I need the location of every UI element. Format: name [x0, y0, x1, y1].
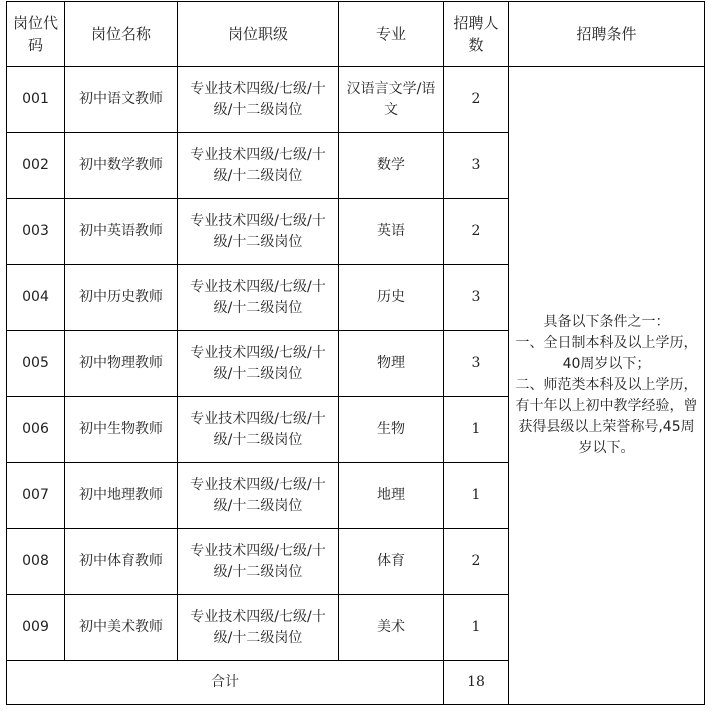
header-count: 招聘人数: [444, 2, 509, 67]
cell-code: 007: [7, 463, 65, 529]
cell-code: 001: [7, 67, 65, 133]
requirements-cell: [509, 67, 705, 705]
cell-name: 初中历史教师: [65, 265, 178, 331]
cell-major: 数学: [339, 133, 444, 199]
cell-major: 体育: [339, 529, 444, 595]
cell-major: 英语: [339, 199, 444, 265]
header-level: 岗位职级: [178, 2, 339, 67]
cell-count: 2: [444, 199, 509, 265]
cell-count: 3: [444, 265, 509, 331]
cell-major: 地理: [339, 463, 444, 529]
cell-name: 初中美术教师: [65, 595, 178, 661]
total-label: 合计: [7, 661, 444, 705]
recruitment-table: [6, 1, 705, 705]
cell-code: 002: [7, 133, 65, 199]
cell-count: 1: [444, 595, 509, 661]
cell-code: 005: [7, 331, 65, 397]
cell-name: 初中地理教师: [65, 463, 178, 529]
cell-count: 1: [444, 397, 509, 463]
cell-count: 1: [444, 463, 509, 529]
cell-major: 美术: [339, 595, 444, 661]
cell-name: 初中数学教师: [65, 133, 178, 199]
cell-name: 初中生物教师: [65, 397, 178, 463]
cell-name: 初中语文教师: [65, 67, 178, 133]
header-name: 岗位名称: [65, 2, 178, 67]
cell-major: 历史: [339, 265, 444, 331]
requirements-condition-2: 二、师范类本科及以上学历，有十年以上初中教学经验，曾获得县级以上荣誉称号,45周岁以下。: [515, 377, 698, 456]
cell-code: 003: [7, 199, 65, 265]
header-requirements: 招聘条件: [509, 2, 705, 67]
cell-code: 004: [7, 265, 65, 331]
cell-name: 初中物理教师: [65, 331, 178, 397]
cell-level: 专业技术四级/七级/十级/十二级岗位: [178, 331, 339, 397]
header-row: [7, 2, 705, 67]
cell-name: 初中体育教师: [65, 529, 178, 595]
total-count: 18: [444, 661, 509, 705]
cell-count: 3: [444, 133, 509, 199]
table-row: [7, 67, 705, 133]
cell-code: 006: [7, 397, 65, 463]
requirements-condition-1: 一、全日制本科及以上学历， 40周岁以下；: [515, 335, 698, 372]
cell-code: 008: [7, 529, 65, 595]
cell-level: 专业技术四级/七级/十级/十二级岗位: [178, 133, 339, 199]
cell-level: 专业技术四级/七级/十级/十二级岗位: [178, 199, 339, 265]
cell-level: 专业技术四级/七级/十级/十二级岗位: [178, 67, 339, 133]
cell-count: 2: [444, 529, 509, 595]
cell-major: 汉语言文学/语文: [339, 67, 444, 133]
header-code: 岗位代码: [7, 2, 65, 67]
cell-level: 专业技术四级/七级/十级/十二级岗位: [178, 265, 339, 331]
cell-code: 009: [7, 595, 65, 661]
cell-major: 生物: [339, 397, 444, 463]
cell-level: 专业技术四级/七级/十级/十二级岗位: [178, 595, 339, 661]
cell-level: 专业技术四级/七级/十级/十二级岗位: [178, 463, 339, 529]
cell-count: 2: [444, 67, 509, 133]
cell-level: 专业技术四级/七级/十级/十二级岗位: [178, 529, 339, 595]
requirements-intro: 具备以下条件之一：: [543, 314, 670, 330]
header-major: 专业: [339, 2, 444, 67]
cell-major: 物理: [339, 331, 444, 397]
cell-name: 初中英语教师: [65, 199, 178, 265]
cell-count: 3: [444, 331, 509, 397]
cell-level: 专业技术四级/七级/十级/十二级岗位: [178, 397, 339, 463]
